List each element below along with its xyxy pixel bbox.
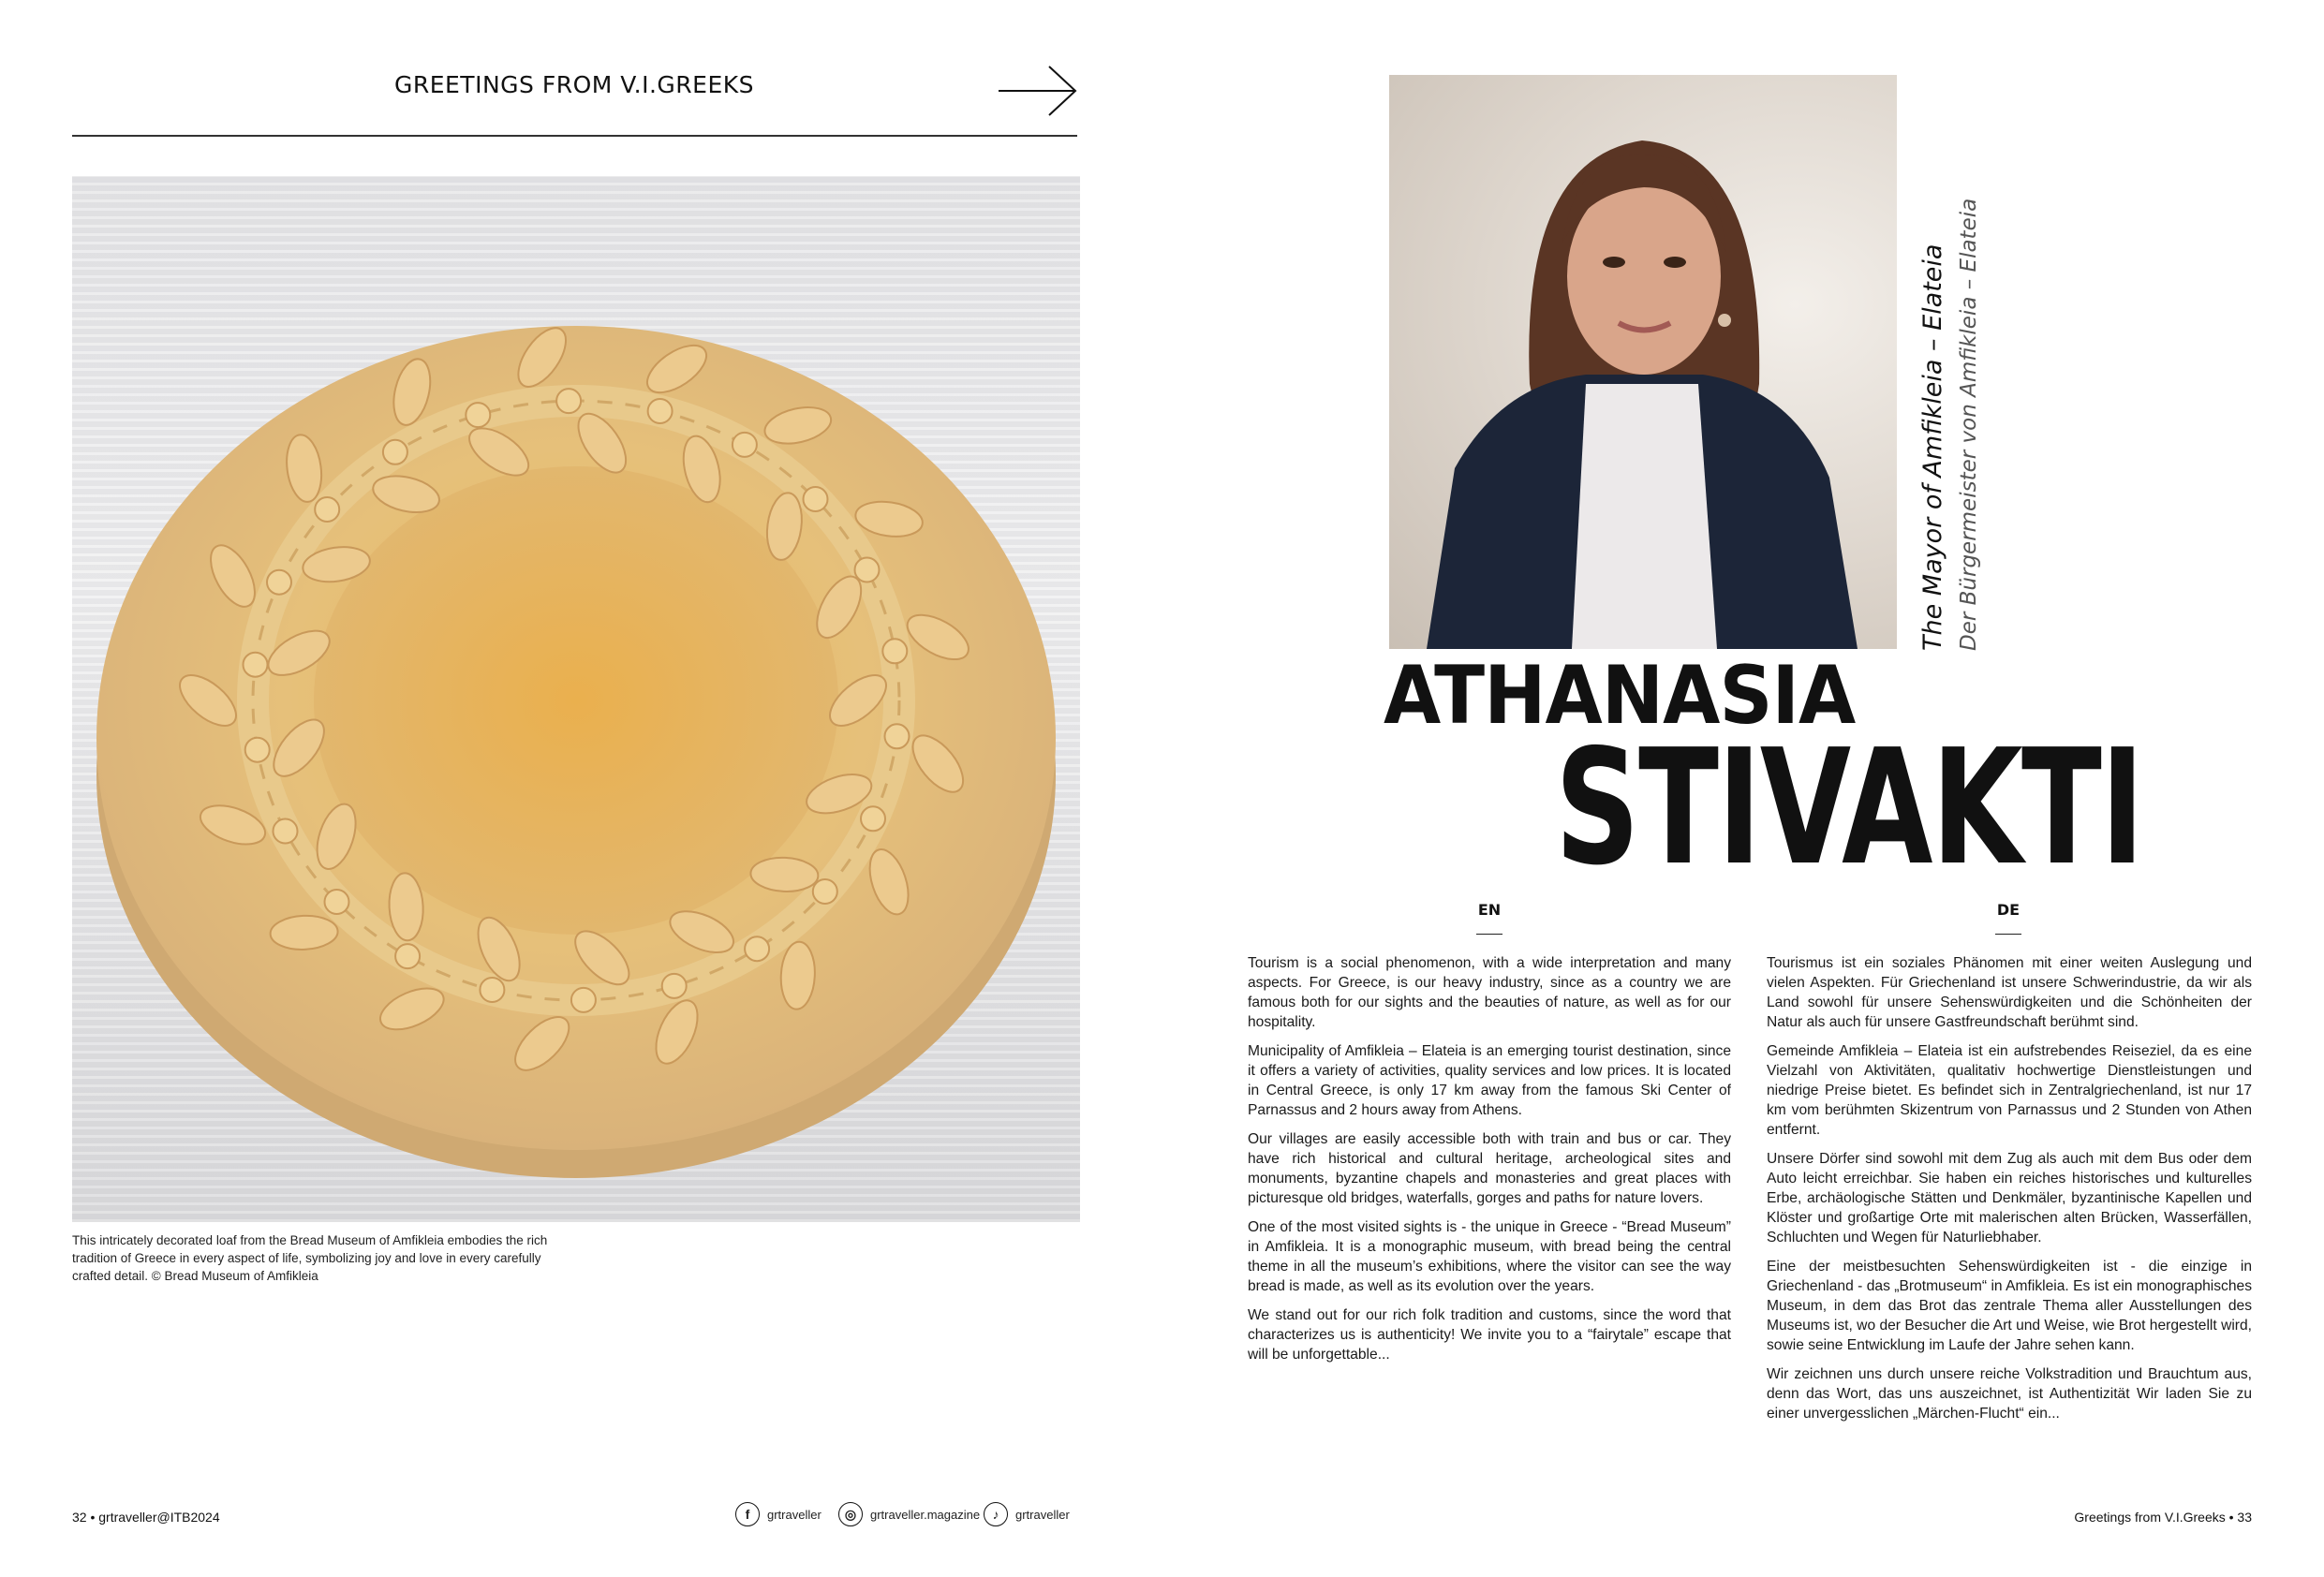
de-paragraph: Wir zeichnen uns durch unsere reiche Volkstradition und Brauchtum aus, denn das Wort, das uns auszeichnet, ist Authentizität Wir laden Sie zu einer unvergesslichen „Märchen-Flucht“ ein...	[1767, 1366, 2252, 1422]
bread-rose-decoration	[813, 879, 837, 904]
bread-rose-decoration	[556, 389, 581, 413]
footer-page-right: Greetings from V.I.Greeks • 33	[2074, 1510, 2252, 1525]
social-handle: grtraveller	[767, 1507, 822, 1522]
bread-rose-decoration	[315, 497, 339, 522]
photo-caption: This intricately decorated loaf from the Bread Museum of Amfikleia embodies the rich tradition of Greece in every aspect of life, symbolizing joy and love in every carefully crafted detail. © Bread Museum of Amfikleia	[72, 1233, 548, 1283]
bread-rose-decoration	[648, 399, 673, 423]
header-divider	[72, 135, 1077, 137]
first-name-heading: ATHANASIA	[1384, 649, 1856, 743]
last-name-heading: STIVAKTI	[1555, 715, 2143, 901]
de-paragraph: Gemeinde Amfikleia – Elateia ist ein aufstrebendes Reiseziel, da es eine Vielzahl von Aktivitäten, qualitativ hochwertige Dienstleistungen und niedrige Preise bietet. Es befindet sich in Zentralgriechenland, ist nur 17 km vom berühmten Skizentrum von Parnassus und 2 Stunden von Athen entfernt.	[1767, 1043, 2252, 1138]
bread-rose-decoration	[383, 440, 407, 464]
bread-rose-decoration	[804, 487, 828, 511]
bread-rose-decoration	[480, 978, 504, 1002]
en-paragraph: Municipality of Amfikleia – Elateia is an emerging tourist destination, since it offers a variety of activities, quality services and low prices. It is located in Central Greece, is only 17 km away from the famous Ski Center of Parnassus and 2 hours away from Athens.	[1248, 1043, 1731, 1118]
bread-rose-decoration	[885, 724, 910, 748]
de-label-rule	[1995, 934, 2021, 935]
instagram-icon: ◎	[838, 1502, 863, 1526]
bread-rose-decoration	[274, 819, 298, 844]
de-paragraph: Tourismus ist ein soziales Phänomen mit einer weiten Auslegung und vielen Aspekten. Für Griechenland ist unsere Schwerindustrie, da wir als Land sowohl für unsere Sehenswürdigkeiten und die Schönheiten der Natur als auch für unsere Gastfreundschaft berühmt sind.	[1767, 955, 2252, 1030]
social-handle: grtraveller	[1015, 1507, 1070, 1522]
de-paragraph: Unsere Dörfer sind sowohl mit dem Zug als auch mit dem Bus oder dem Auto leicht erreichbar. Sie haben ein reiches historisches und kulturelles Erbe, archäologische Stätten und Denkmäler, byzantinische Kapellen und Klöster und großartige Orte mit malerischen alten Brücken, Wasserfällen, Schluchten und Wegen für Naturliebhaber.	[1767, 1151, 2252, 1245]
en-label-rule	[1476, 934, 1502, 935]
bread-rose-decoration	[882, 639, 907, 663]
mayor-portrait	[1389, 75, 1897, 649]
en-paragraph: Our villages are easily accessible both with train and bus or car. They have rich historical and cultural heritage, archeological sites and monuments, byzantine chapels and monasteries and great places with picturesque old bridges, waterfalls, gorges and paths for nature lovers.	[1248, 1131, 1731, 1206]
en-paragraph: Tourism is a social phenomenon, with a wide interpretation and many aspects. For Greece, is our heavy industry, since as a country we are famous both for our sights and the beauties of nature, as well as for our hospitality.	[1248, 955, 1731, 1030]
social-instagram[interactable]	[838, 1502, 980, 1526]
en-paragraph: We stand out for our rich folk tradition and customs, since the word that characterizes us is authenticity! We invite you to a “fairytale” escape that will be unforgettable...	[1248, 1307, 1731, 1363]
right-arrow-icon[interactable]	[997, 64, 1079, 118]
bread-photo	[72, 176, 1080, 1222]
article-column-de	[1767, 953, 2252, 1433]
bread-rose-decoration	[571, 988, 596, 1012]
facebook-icon: f	[735, 1502, 760, 1526]
bread-rose-decoration	[244, 653, 268, 677]
article-column-en	[1248, 953, 1731, 1374]
social-facebook[interactable]	[735, 1502, 822, 1526]
bread-rose-decoration	[733, 433, 757, 457]
bread-rose-decoration	[662, 974, 687, 998]
en-label: EN	[1477, 901, 1502, 919]
footer-page-left: 32 • grtraveller@ITB2024	[72, 1510, 220, 1525]
bread-rose-decoration	[861, 806, 885, 831]
bread-rose-decoration	[466, 403, 490, 427]
social-tiktok[interactable]	[984, 1502, 1070, 1526]
de-label: DE	[1996, 901, 2021, 919]
role-title-de: Der Bürgermeister von Amfikleia – Elateia	[1957, 198, 1981, 651]
de-paragraph: Eine der meistbesuchten Sehenswürdigkeiten ist - die einzige in Griechenland - das „Brotmuseum“ in Amfikleia. Es ist ein monographisches Museum, in dem das Brot das zentrale Thema aller Ausstellungen des Museums ist, wo der Besucher die Art und Weise, wie Brot hergestellt wird, sowie seine Entwicklung im Laufe der Jahre sehen kann.	[1767, 1259, 2252, 1353]
section-title: GREETINGS FROM V.I.GREEKS	[393, 71, 755, 98]
en-paragraph: One of the most visited sights is - the unique in Greece - “Bread Museum” in Amfikleia. It is a monographic museum, with bread being the central theme in all the museum’s exhibitions, where the visitor can see the way bread is made, as well as its evolution over the years.	[1248, 1219, 1731, 1294]
bread-rose-decoration	[245, 738, 270, 762]
role-title-en: The Mayor of Amfikleia – Elateia	[1918, 243, 1947, 651]
bread-rose-decoration	[745, 936, 769, 961]
bread-rose-decoration	[855, 558, 880, 582]
social-handle: grtraveller.magazine	[870, 1507, 981, 1522]
tiktok-icon: ♪	[984, 1502, 1008, 1526]
bread-rose-decoration	[395, 944, 420, 968]
bread-rose-decoration	[325, 890, 349, 914]
bread-rose-decoration	[267, 570, 291, 595]
